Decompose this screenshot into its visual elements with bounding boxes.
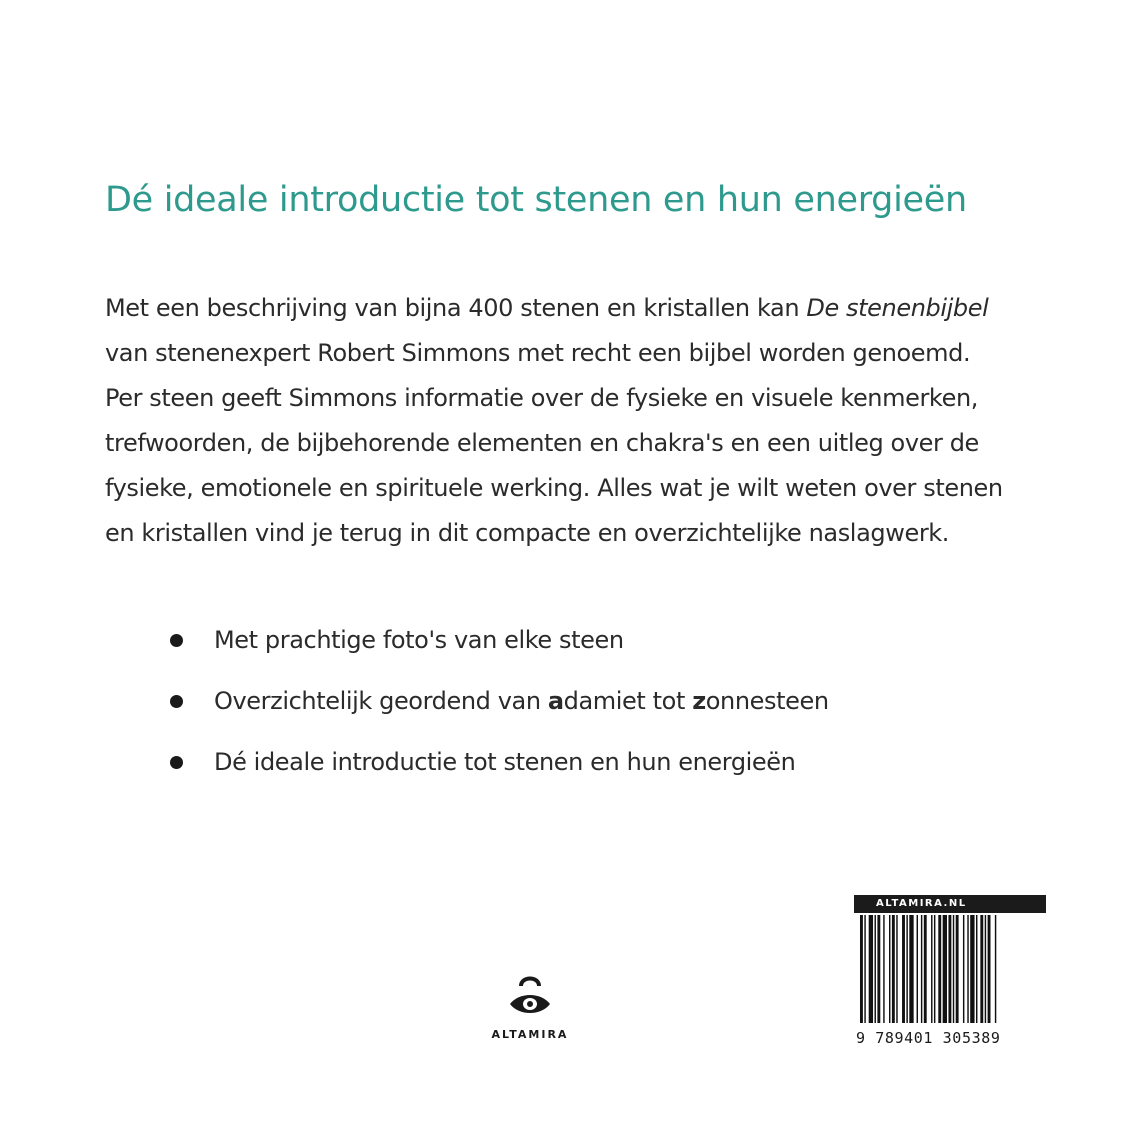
intro-line: fysieke, emotionele en spirituele werking. Alles wat je wilt weten over stenen xyxy=(105,474,1003,502)
barcode-bar xyxy=(985,915,986,1023)
barcode-bar xyxy=(956,915,959,1023)
barcode-bar xyxy=(906,915,907,1023)
barcode-bar xyxy=(943,915,947,1023)
barcode-bar xyxy=(924,915,927,1023)
list-item-text-part: Overzichtelijk geordend van xyxy=(214,687,548,715)
barcode-bar xyxy=(953,915,954,1023)
barcode-bar xyxy=(875,915,876,1023)
barcode-bar xyxy=(917,915,918,1023)
publisher-logo xyxy=(480,972,580,1041)
barcode xyxy=(854,895,1046,1047)
bullet-icon xyxy=(170,756,183,769)
barcode-bar xyxy=(921,915,922,1023)
website-banner: ALTAMIRA.NL xyxy=(854,895,1046,913)
intro-line-text: Met een beschrijving van bijna 400 stenen en kristallen kan xyxy=(105,294,807,322)
barcode-bar xyxy=(995,915,996,1023)
barcode-bar xyxy=(889,915,890,1023)
barcode-bar xyxy=(869,915,873,1023)
barcode-bar xyxy=(967,915,968,1023)
isbn-number: 9 789401 305389 xyxy=(856,1029,1001,1047)
list-item-text-part: onnesteen xyxy=(705,687,829,715)
barcode-bar xyxy=(970,915,974,1023)
intro-line: trefwoorden, de bijbehorende elementen en chakra's en een uitleg over de xyxy=(105,429,979,457)
list-item-text: Dé ideale introductie tot stenen en hun energieën xyxy=(214,748,796,776)
barcode-bar xyxy=(963,915,964,1023)
barcode-bar xyxy=(988,915,991,1023)
barcode-bar xyxy=(980,915,983,1023)
eye-icon xyxy=(507,972,553,1022)
intro-line xyxy=(105,286,1025,331)
barcode-bar xyxy=(892,915,895,1023)
list-item-text-part: damiet tot xyxy=(563,687,693,715)
barcode-bars xyxy=(854,915,1046,1023)
headline: Dé ideale introductie tot stenen en hun energieën xyxy=(105,180,967,220)
barcode-bar xyxy=(976,915,977,1023)
intro-line: Per steen geeft Simmons informatie over de fysieke en visuele kenmerken, xyxy=(105,384,978,412)
intro-paragraph xyxy=(105,286,1025,556)
barcode-bar xyxy=(877,915,880,1023)
bold-letter: a xyxy=(547,687,564,715)
intro-line: en kristallen vind je terug in dit compacte en overzichtelijke naslagwerk. xyxy=(105,519,950,547)
barcode-bar xyxy=(902,915,905,1023)
list-item-text xyxy=(214,686,829,716)
barcode-bar xyxy=(938,915,941,1023)
intro-line: van stenenexpert Robert Simmons met recht een bijbel worden genoemd. xyxy=(105,339,971,367)
book-title: De stenenbijbel xyxy=(806,294,989,322)
barcode-bar xyxy=(864,915,865,1023)
bold-letter: z xyxy=(692,687,706,715)
bullet-icon xyxy=(170,695,183,708)
bullet-icon xyxy=(170,634,183,647)
barcode-bar xyxy=(931,915,932,1023)
barcode-bar xyxy=(883,915,884,1023)
barcode-bar xyxy=(909,915,913,1023)
barcode-bar xyxy=(896,915,897,1023)
publisher-name: ALTAMIRA xyxy=(491,1028,569,1041)
barcode-bar xyxy=(948,915,951,1023)
list-item-text: Met prachtige foto's van elke steen xyxy=(214,626,624,654)
barcode-bar xyxy=(934,915,935,1023)
barcode-bar xyxy=(860,915,863,1023)
